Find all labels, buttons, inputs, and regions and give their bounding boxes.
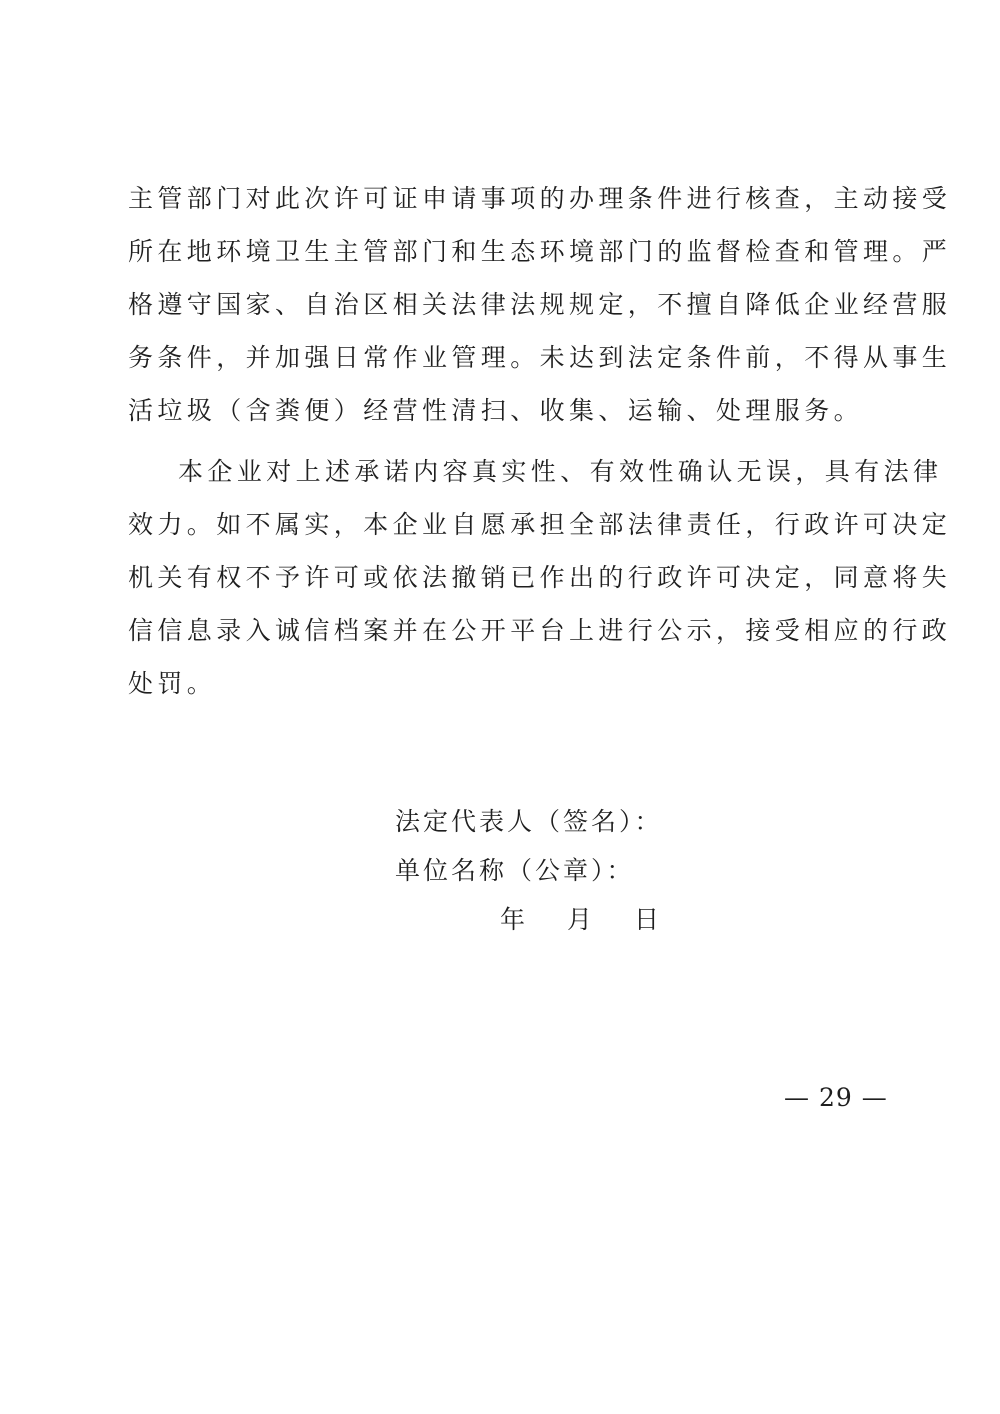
paragraph-2-line-1: 本企业对上述承诺内容真实性、有效性确认无误，具有法律 xyxy=(178,457,943,486)
unit-name-seal-label: 单位名称（公章）： xyxy=(395,856,635,885)
paragraph-2-line-3: 机关有权不予许可或依法撤销已作出的行政许可决定，同意将失 xyxy=(128,563,952,592)
paragraph-1-line-4: 务条件，并加强日常作业管理。未达到法定条件前，不得从事生 xyxy=(128,343,952,372)
paragraph-1 xyxy=(128,172,952,437)
commitment-body xyxy=(128,172,952,710)
paragraph-2-line-2: 效力。如不属实，本企业自愿承担全部法律责任，行政许可决定 xyxy=(128,510,952,539)
paragraph-2 xyxy=(128,445,952,710)
date-day-label: 日 xyxy=(634,905,660,934)
legal-representative-signature-label: 法定代表人（签名）： xyxy=(395,807,663,836)
paragraph-1-line-2: 所在地环境卫生主管部门和生态环境部门的监督检查和管理。严 xyxy=(128,237,952,266)
date-line xyxy=(395,895,815,944)
paragraph-2-line-5: 处罚。 xyxy=(128,669,217,698)
date-month-label: 月 xyxy=(567,905,593,934)
paragraph-1-line-5: 活垃圾（含粪便）经营性清扫、收集、运输、处理服务。 xyxy=(128,396,864,425)
paragraph-1-line-1: 主管部门对此次许可证申请事项的办理条件进行核查，主动接受 xyxy=(128,184,952,213)
page-number: — 29 — xyxy=(784,1083,888,1112)
paragraph-1-line-3: 格遵守国家、自治区相关法律法规规定，不擅自降低企业经营服 xyxy=(128,290,952,319)
paragraph-2-line-4: 信信息录入诚信档案并在公开平台上进行公示，接受相应的行政 xyxy=(128,616,952,645)
date-year-label: 年 xyxy=(500,905,526,934)
signature-block xyxy=(395,797,815,944)
